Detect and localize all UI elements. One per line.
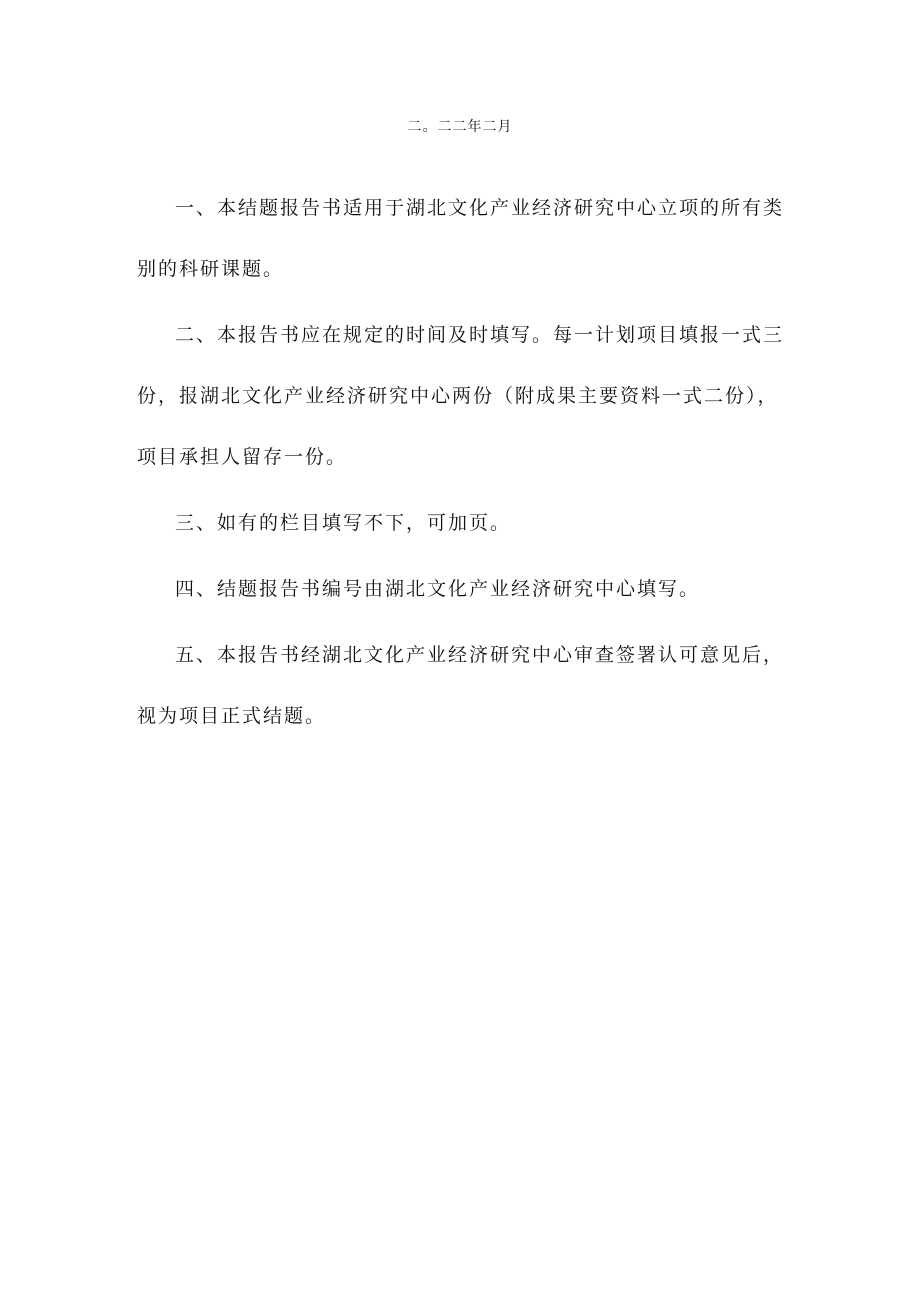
- instruction-item-2: 二、本报告书应在规定的时间及时填写。每一计划项目填报一式三份，报湖北文化产业经济研究中心两份（附成果主要资料一式二份），项目承担人留存一份。: [137, 324, 785, 468]
- instruction-item-5: 五、本报告书经湖北文化产业经济研究中心审查签署认可意见后，视为项目正式结题。: [137, 644, 785, 727]
- instruction-item-1: 一、本结题报告书适用于湖北文化产业经济研究中心立项的所有类别的科研课题。: [137, 197, 785, 280]
- instruction-item-3: 三、如有的栏目填写不下，可加页。: [175, 512, 512, 534]
- instructions-list: [137, 178, 797, 752]
- instruction-item-4: 四、结题报告书编号由湖北文化产业经济研究中心填写。: [175, 578, 701, 600]
- date-line: 二。二二年二月: [407, 119, 513, 135]
